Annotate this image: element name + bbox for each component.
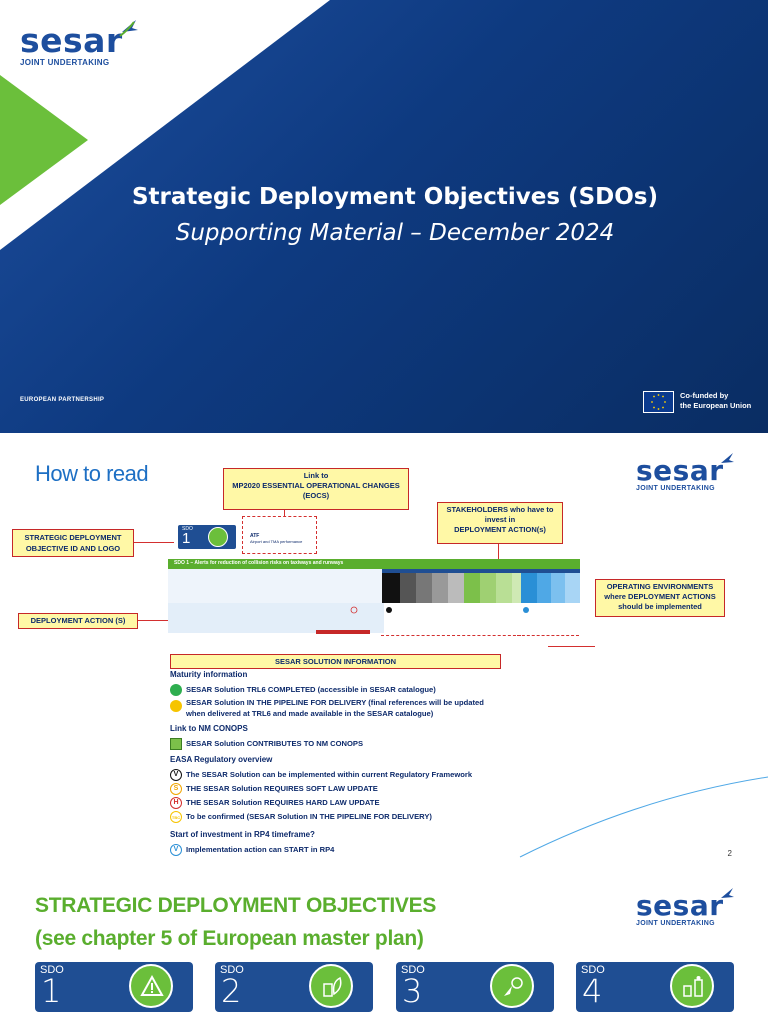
sdo-tile-1[interactable] bbox=[35, 962, 193, 1012]
callout-line: DEPLOYMENT ACTION(s) bbox=[454, 525, 546, 534]
sdo-mini-icon bbox=[208, 527, 228, 547]
rp4-start: Implementation action can START in RP4 bbox=[186, 845, 335, 854]
hard-law-icon: H bbox=[170, 797, 182, 809]
sdo-mini-number: 1 bbox=[182, 530, 191, 547]
sdo-tile-number: 4 bbox=[582, 972, 603, 1010]
callout-line: (EOCS) bbox=[302, 491, 330, 500]
callout-line: OBJECTIVE ID AND LOGO bbox=[25, 544, 121, 553]
easa-soft-law: THE SESAR Solution REQUIRES SOFT LAW UPDATE bbox=[186, 784, 378, 793]
sdo-tile-label: SDO bbox=[40, 964, 64, 976]
callout-line: STRATEGIC DEPLOYMENT bbox=[24, 533, 122, 542]
slide-title-line1: STRATEGIC DEPLOYMENT OBJECTIVES bbox=[35, 894, 437, 917]
eu-line-2: the European Union bbox=[680, 401, 752, 410]
easa-current-framework: The SESAR Solution can be implemented within current Regulatory Framework bbox=[186, 770, 473, 779]
slide-title: How to read bbox=[35, 461, 149, 486]
connector-line bbox=[548, 646, 595, 647]
sdo-table-header-bar bbox=[168, 559, 580, 569]
plane-icon bbox=[118, 16, 140, 38]
how-to-read-slide bbox=[0, 437, 768, 867]
eu-cofunded-text bbox=[680, 391, 751, 411]
eu-flag-icon bbox=[643, 391, 674, 413]
sdo-tile-label: SDO bbox=[401, 964, 425, 976]
sdo-overview-slide bbox=[0, 872, 768, 1024]
plane-icon bbox=[718, 885, 736, 903]
plane-icon bbox=[718, 450, 736, 468]
stakeholders-callout bbox=[437, 502, 563, 544]
deployment-action-callout: DEPLOYMENT ACTION (S) bbox=[18, 613, 138, 629]
sdo-tile-4[interactable] bbox=[576, 962, 734, 1012]
sdo-id-callout bbox=[12, 529, 134, 557]
sdo-table-columns bbox=[168, 569, 580, 603]
operating-environments-callout bbox=[595, 579, 725, 617]
easa-hard-law: THE SESAR Solution REQUIRES HARD LAW UPDATE bbox=[186, 798, 380, 807]
callout-line: MP2020 ESSENTIAL OPERATIONAL CHANGES bbox=[232, 481, 400, 490]
green-square-icon bbox=[170, 738, 182, 750]
sdo-tile-label: SDO bbox=[581, 964, 605, 976]
tbc-icon: TBC bbox=[170, 811, 182, 823]
eu-line-1: Co-funded by bbox=[680, 391, 729, 400]
airport-leaf-icon bbox=[309, 964, 353, 1008]
sdo-tile-number: 2 bbox=[221, 972, 242, 1010]
rp4-heading: Start of investment in RP4 timeframe? bbox=[170, 830, 315, 839]
sdo-tile-3[interactable] bbox=[396, 962, 554, 1012]
easa-to-be-confirmed: To be confirmed (SESAR Solution IN THE PIPELINE FOR DELIVERY) bbox=[186, 812, 432, 821]
connector-line bbox=[138, 620, 168, 621]
sdo-table-thumbnail bbox=[168, 559, 580, 635]
sesar-logo: sesar JOINT UNDERTAKING bbox=[636, 892, 724, 927]
sdo-tile-2[interactable] bbox=[215, 962, 373, 1012]
soft-law-icon: S bbox=[170, 783, 182, 795]
maturity-heading: Maturity information bbox=[170, 670, 248, 679]
automation-tower-icon bbox=[670, 964, 714, 1008]
slide-title-line2: (see chapter 5 of European master plan) bbox=[35, 927, 424, 950]
connector-line bbox=[134, 542, 174, 543]
title-slide bbox=[0, 0, 768, 433]
green-dot-icon bbox=[170, 684, 182, 696]
table-row-marks bbox=[168, 603, 580, 635]
presentation-subtitle: Supporting Material – December 2024 bbox=[175, 220, 615, 246]
sdo-tile-number: 1 bbox=[41, 972, 62, 1010]
callout-line: invest in bbox=[484, 515, 516, 524]
easa-heading: EASA Regulatory overview bbox=[170, 755, 273, 764]
atf-subtitle: Airport and TMA performance bbox=[250, 539, 303, 544]
page-number: 2 bbox=[727, 849, 732, 858]
eocs-callout bbox=[223, 468, 409, 510]
atf-label bbox=[250, 533, 302, 545]
maturity-pipeline-line2: when delivered at TRL6 and made available in the SESAR catalogue) bbox=[186, 709, 434, 718]
sesar-logo: sesar JOINT UNDERTAKING bbox=[636, 457, 724, 492]
check-circle-icon: V bbox=[170, 769, 182, 781]
sdo-tile-number: 3 bbox=[402, 972, 423, 1010]
partnership-label: EUROPEAN PARTNERSHIP bbox=[20, 397, 105, 403]
sdo-mini-tile bbox=[178, 525, 236, 549]
maturity-completed: SESAR Solution TRL6 COMPLETED (accessible in SESAR catalogue) bbox=[186, 685, 436, 694]
presentation-title: Strategic Deployment Objectives (SDOs) bbox=[131, 184, 658, 210]
table-column-headers bbox=[168, 569, 580, 603]
atf-title: ATF bbox=[250, 533, 260, 539]
solution-info-callout: SESAR SOLUTION INFORMATION bbox=[170, 654, 501, 669]
callout-line: should be implemented bbox=[618, 602, 702, 611]
sdo-mini-label: SDO bbox=[182, 526, 193, 532]
rp4-check-icon: V bbox=[170, 844, 182, 856]
callout-line: where DEPLOYMENT ACTIONS bbox=[604, 592, 716, 601]
maturity-pipeline-line1: SESAR Solution IN THE PIPELINE FOR DELIVERY (final references will be updated bbox=[186, 698, 484, 707]
callout-line: STAKEHOLDERS who have to bbox=[446, 505, 554, 514]
sdo-tile-label: SDO bbox=[220, 964, 244, 976]
runway-alert-icon bbox=[129, 964, 173, 1008]
airspace-gear-icon bbox=[490, 964, 534, 1008]
callout-line: Link to bbox=[303, 471, 329, 480]
nm-conops-heading: Link to NM CONOPS bbox=[170, 724, 248, 733]
yellow-dot-icon bbox=[170, 700, 182, 712]
nm-conops-contributes: SESAR Solution CONTRIBUTES TO NM CONOPS bbox=[186, 739, 364, 748]
sesar-logo: sesar JOINT UNDERTAKING bbox=[20, 24, 123, 67]
sdo-table-title: SDO 1 – Alerts for reduction of collision risks on taxiways and runways bbox=[174, 560, 344, 566]
callout-line: OPERATING ENVIRONMENTS bbox=[606, 582, 714, 591]
